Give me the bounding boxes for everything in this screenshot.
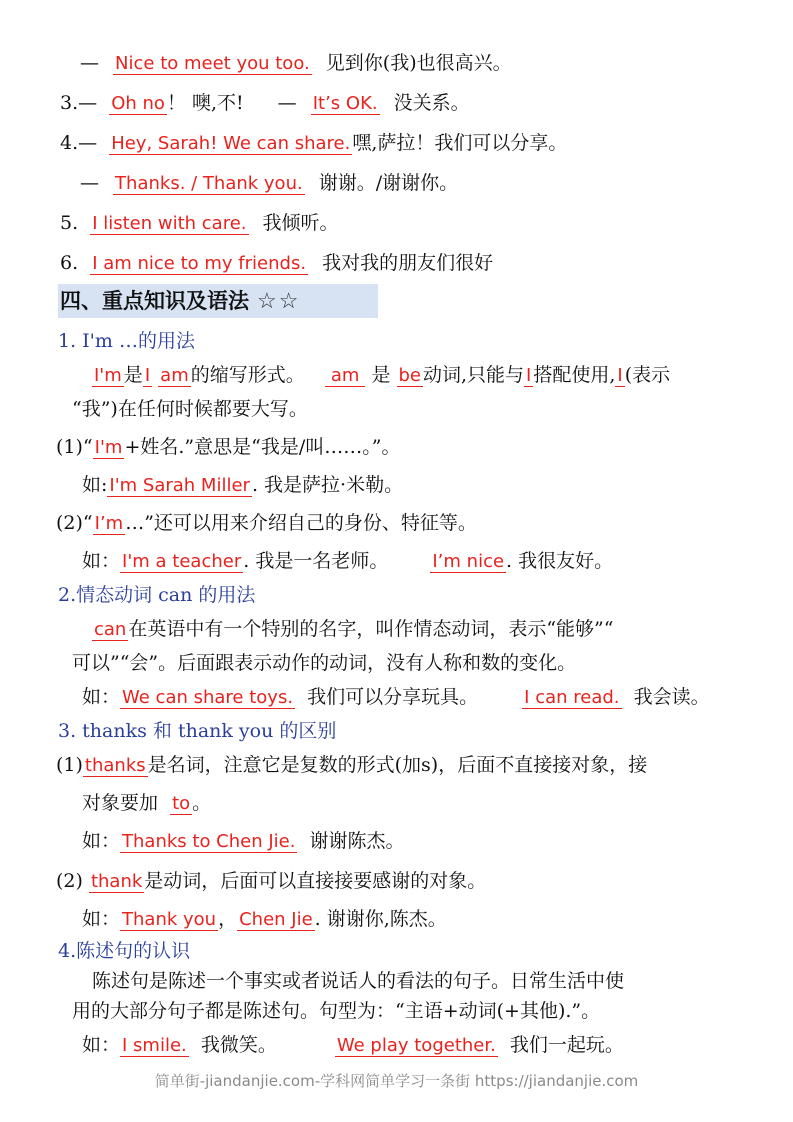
- text: 我们可以分享玩具。: [307, 686, 479, 708]
- dialog-line-6: [60, 250, 493, 277]
- text: 搭配使用,: [533, 364, 616, 386]
- text: ，: [218, 908, 238, 930]
- grammar-2-example: [82, 684, 710, 711]
- grammar-3-example-2: [82, 906, 447, 933]
- page-footer: 简单街-jiandanjie.com-学科网简单学习一条街 https://jiandanjie.com: [154, 1072, 639, 1090]
- text: +姓名.”意思是“我是/叫……。”。: [124, 436, 401, 458]
- translation: 没关系。: [393, 92, 470, 114]
- text: (2)“: [56, 512, 93, 534]
- text: 我们一起玩。: [509, 1034, 624, 1056]
- text: 我会读。: [633, 686, 710, 708]
- grammar-1-para-cont: “我”)在任何时候都要大写。: [72, 398, 308, 420]
- text: 是: [123, 364, 143, 386]
- answer-blank: be: [398, 365, 421, 386]
- text: 如：: [82, 830, 121, 852]
- section-title: 四、重点知识及语法: [60, 288, 249, 313]
- grammar-1-sub-1: [56, 434, 400, 461]
- grammar-4-title: 4.陈述句的认识: [58, 940, 191, 962]
- answer-blank: I'm: [94, 437, 123, 458]
- text: 的缩写形式。: [190, 364, 305, 386]
- grammar-4-para-cont: 用的大部分句子都是陈述句。句型为：“主语+动词(+其他).”。: [72, 1000, 601, 1022]
- text: 谢谢陈杰。: [309, 830, 405, 852]
- text: 动词,只能与: [423, 364, 525, 386]
- answer-blank: I’m nice: [432, 551, 505, 572]
- text: 如：: [82, 550, 121, 572]
- item-number: 6.: [60, 252, 79, 274]
- grammar-2-title: 2.情态动词 can 的用法: [58, 584, 256, 606]
- answer-blank: I smile.: [122, 1035, 187, 1056]
- grammar-2-para: [92, 616, 614, 643]
- grammar-3-sub-1-cont: [82, 790, 211, 817]
- grammar-3-example-1: [82, 828, 405, 855]
- dash: —: [80, 172, 99, 194]
- dialog-line-4: [60, 130, 567, 157]
- answer-blank: I am nice to my friends.: [92, 253, 307, 274]
- answer-blank: am: [325, 365, 366, 387]
- answer-blank: am: [160, 365, 189, 386]
- dash: —: [80, 52, 99, 74]
- answer-blank: I: [617, 365, 623, 386]
- answer-blank: Thanks. / Thank you.: [115, 173, 303, 194]
- answer-blank: Nice to meet you too.: [115, 53, 310, 74]
- text: 如:: [82, 474, 108, 496]
- text: 是动词，后面可以直接接要感谢的对象。: [144, 870, 487, 892]
- translation: 谢谢。/谢谢你。: [318, 172, 459, 194]
- text: . 我是萨拉·米勒。: [251, 474, 404, 496]
- answer-blank: to: [172, 793, 191, 814]
- dialog-line-4b: [80, 170, 458, 197]
- translation: 我倾听。: [262, 212, 339, 234]
- text: 如：: [82, 686, 121, 708]
- text: 如：: [82, 908, 121, 930]
- answer-blank: I'm: [94, 365, 122, 386]
- answer-blank: I'm a teacher: [122, 551, 242, 572]
- answer-blank: It’s OK.: [312, 93, 378, 114]
- grammar-3-sub-1: [56, 752, 647, 779]
- text: …”还可以用来介绍自己的身份、特征等。: [125, 512, 477, 534]
- text: . 我很友好。: [506, 550, 614, 572]
- text: 如：: [82, 1034, 121, 1056]
- answer-blank: We can share toys.: [122, 687, 294, 708]
- answer-blank: Hey, Sarah! We can share.: [111, 133, 351, 154]
- grammar-1-para: [92, 362, 670, 389]
- answer-blank: can: [94, 619, 127, 640]
- item-number: 4.—: [60, 132, 98, 154]
- text: (1)“: [56, 436, 93, 458]
- answer-blank: Thanks to Chen Jie.: [122, 831, 296, 852]
- text: 在英语中有一个特别的名字，叫作情态动词，表示“能够”“: [128, 618, 614, 640]
- text: 是: [371, 364, 391, 386]
- dialog-line-5: [60, 210, 339, 237]
- answer-blank: I listen with care.: [92, 213, 247, 234]
- text: 。: [192, 792, 212, 814]
- answer-blank: Oh no: [111, 93, 165, 114]
- star-icon: ☆☆: [257, 289, 301, 314]
- grammar-2-para-cont: 可以”“会”。后面跟表示动作的动词，没有人称和数的变化。: [72, 652, 577, 674]
- answer-blank: I can read.: [524, 687, 620, 708]
- dialog-line-1: [80, 50, 512, 77]
- grammar-4-para: 陈述句是陈述一个事实或者说话人的看法的句子。日常生活中使: [92, 970, 625, 992]
- text: . 我是一名老师。: [243, 550, 389, 572]
- answer-blank: I’m: [94, 513, 124, 534]
- answer-blank: thank: [90, 871, 143, 892]
- translation: 我对我的朋友们很好: [322, 252, 494, 274]
- answer-blank: Chen Jie: [239, 909, 313, 930]
- answer-blank: I: [526, 365, 532, 386]
- text: . 谢谢你,陈杰。: [314, 908, 447, 930]
- text: 对象要加: [82, 792, 159, 814]
- grammar-3-title: 3. thanks 和 thank you 的区别: [58, 720, 337, 742]
- answer-blank: thanks: [84, 755, 146, 776]
- answer-blank: I'm Sarah Miller: [109, 475, 250, 496]
- translation: 嘿,萨拉！我们可以分享。: [352, 132, 568, 154]
- dialog-line-3: [60, 90, 470, 117]
- dash: —: [277, 92, 297, 114]
- answer-blank: We play together.: [336, 1035, 496, 1056]
- item-number: 5.: [60, 212, 79, 234]
- grammar-1-sub-2: [56, 510, 477, 537]
- text: (1): [56, 754, 83, 776]
- text: (表示: [624, 364, 671, 386]
- text: 是名词，注意它是复数的形式(加s)，后面不直接接对象，接: [147, 754, 648, 776]
- section-heading: [58, 284, 378, 318]
- translation: 见到你(我)也很高兴。: [325, 52, 512, 74]
- grammar-3-sub-2: [56, 868, 486, 895]
- answer-blank: I: [144, 365, 151, 386]
- answer-blank: Thank you: [122, 909, 217, 930]
- grammar-1-example-1: [82, 472, 403, 499]
- grammar-1-title: 1. I'm …的用法: [58, 330, 195, 352]
- grammar-4-example: [82, 1032, 624, 1059]
- grammar-1-example-2: [82, 548, 613, 575]
- text: 我微笑。: [200, 1034, 277, 1056]
- text: (2): [56, 870, 83, 892]
- item-number: 3.—: [60, 92, 98, 114]
- translation: ！ 噢,不!: [166, 92, 244, 114]
